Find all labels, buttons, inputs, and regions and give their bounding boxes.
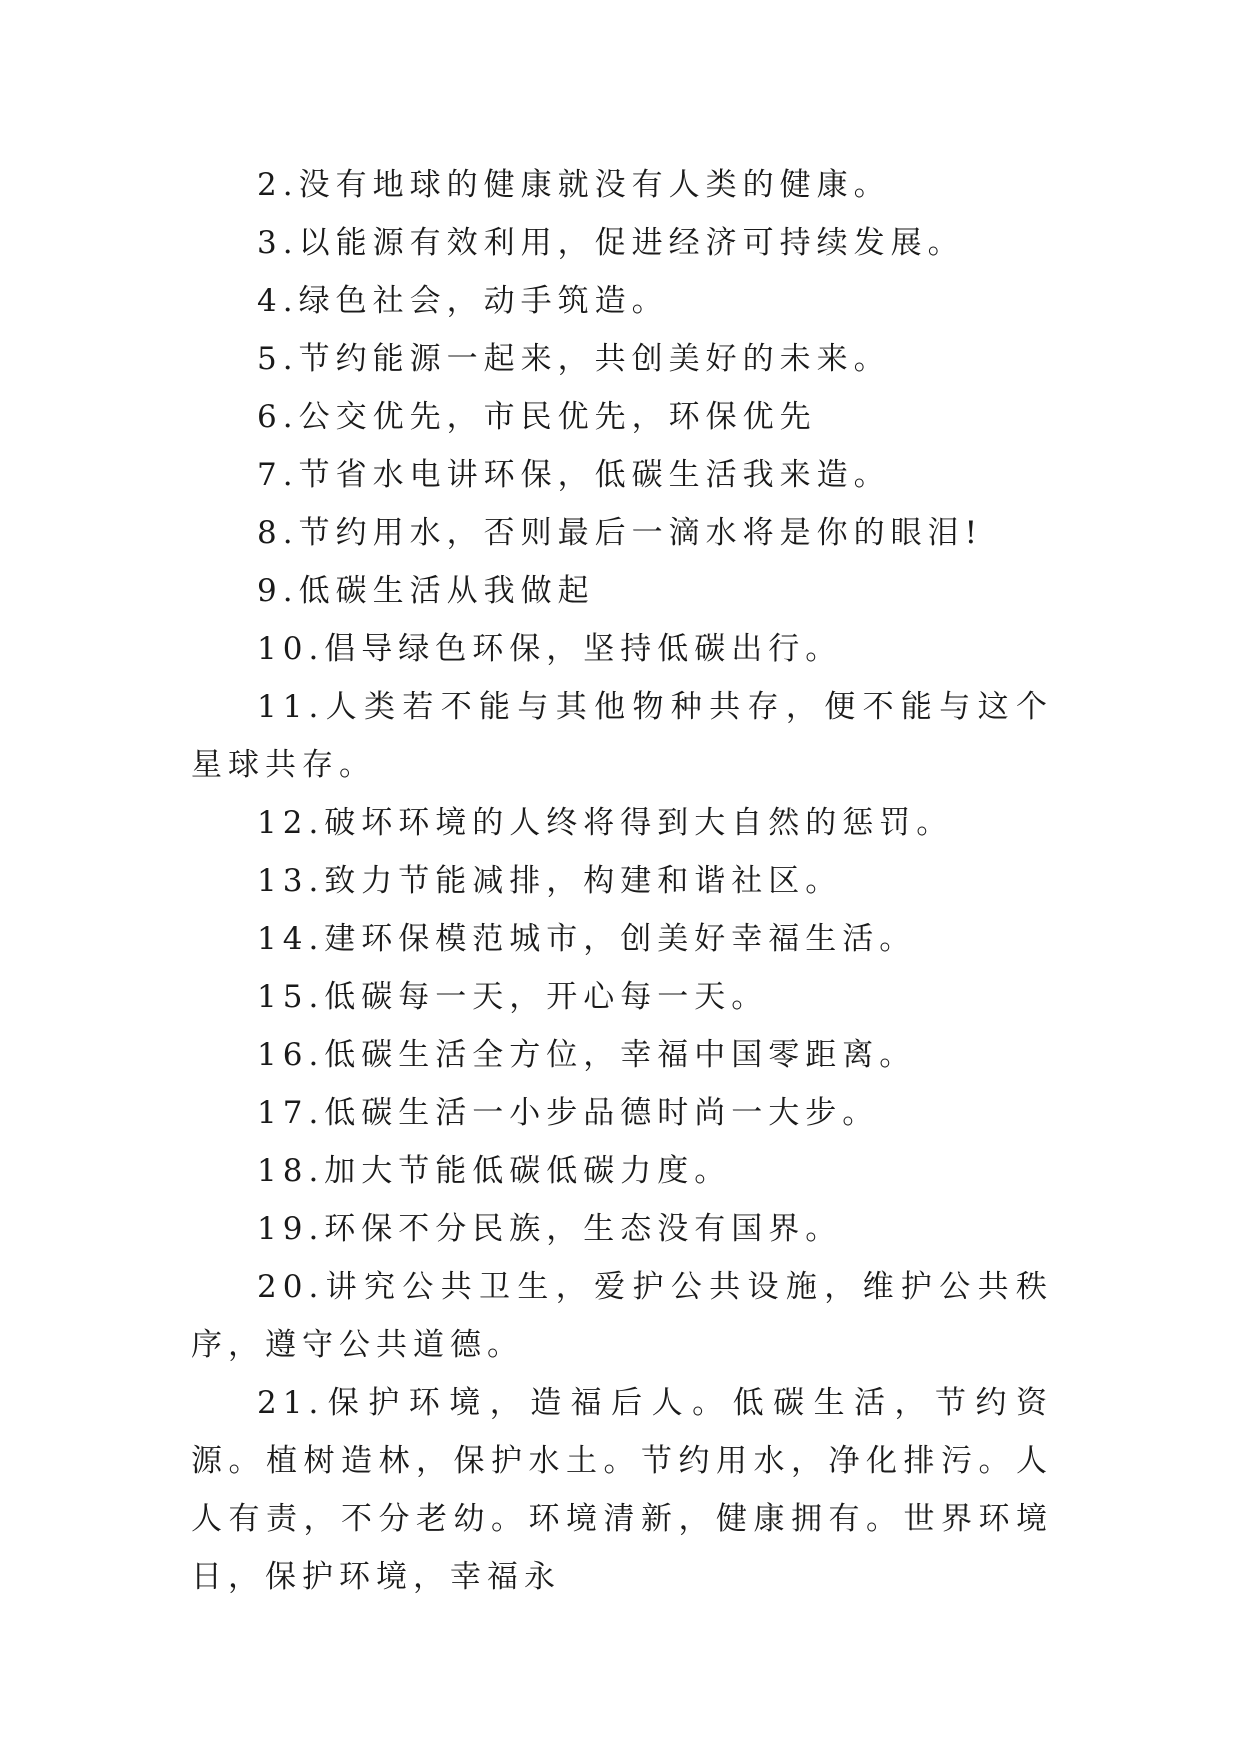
- slogan-paragraph: 7.节省水电讲环保，低碳生活我来造。: [257, 457, 891, 493]
- slogan-paragraph: 6.公交优先，市民优先，环保优先: [257, 399, 817, 435]
- slogan-paragraph: 8.节约用水，否则最后一滴水将是你的眼泪!: [257, 515, 984, 551]
- slogan-paragraph: 10.倡导绿色环保，坚持低碳出行。: [257, 631, 843, 667]
- slogan-paragraph: 14.建环保模范城市，创美好幸福生活。: [257, 921, 917, 957]
- slogan-paragraph: 17.低碳生活一小步品德时尚一大步。: [257, 1095, 880, 1131]
- slogan-paragraph: 5.节约能源一起来，共创美好的未来。: [257, 341, 891, 377]
- slogan-paragraph: 20.讲究公共卫生，爱护公共设施，维护公共秩序，遵守公共道德。: [191, 1269, 1053, 1363]
- slogan-paragraph: 11.人类若不能与其他物种共存，便不能与这个星球共存。: [191, 689, 1053, 783]
- slogan-paragraph: 9.低碳生活从我做起: [257, 573, 595, 609]
- slogan-paragraph: 13.致力节能减排，构建和谐社区。: [257, 863, 843, 899]
- slogan-paragraph: 18.加大节能低碳低碳力度。: [257, 1153, 732, 1189]
- slogan-paragraph: 21.保护环境，造福后人。低碳生活，节约资源。植树造林，保护水土。节约用水，净化排污。人人有责，不分老幼。环境清新，健康拥有。世界环境日，保护环境，幸福永: [191, 1385, 1053, 1595]
- slogan-paragraph: 15.低碳每一天，开心每一天。: [257, 979, 769, 1015]
- document-body: [191, 156, 1053, 1606]
- slogan-paragraph: 12.破坏环境的人终将得到大自然的惩罚。: [257, 805, 954, 841]
- slogan-paragraph: 4.绿色社会，动手筑造。: [257, 283, 669, 319]
- slogan-paragraph: 19.环保不分民族，生态没有国界。: [257, 1211, 843, 1247]
- slogan-paragraph: 2.没有地球的健康就没有人类的健康。: [257, 167, 891, 203]
- slogan-paragraph: 16.低碳生活全方位，幸福中国零距离。: [257, 1037, 917, 1073]
- slogan-paragraph: 3.以能源有效利用，促进经济可持续发展。: [257, 225, 965, 261]
